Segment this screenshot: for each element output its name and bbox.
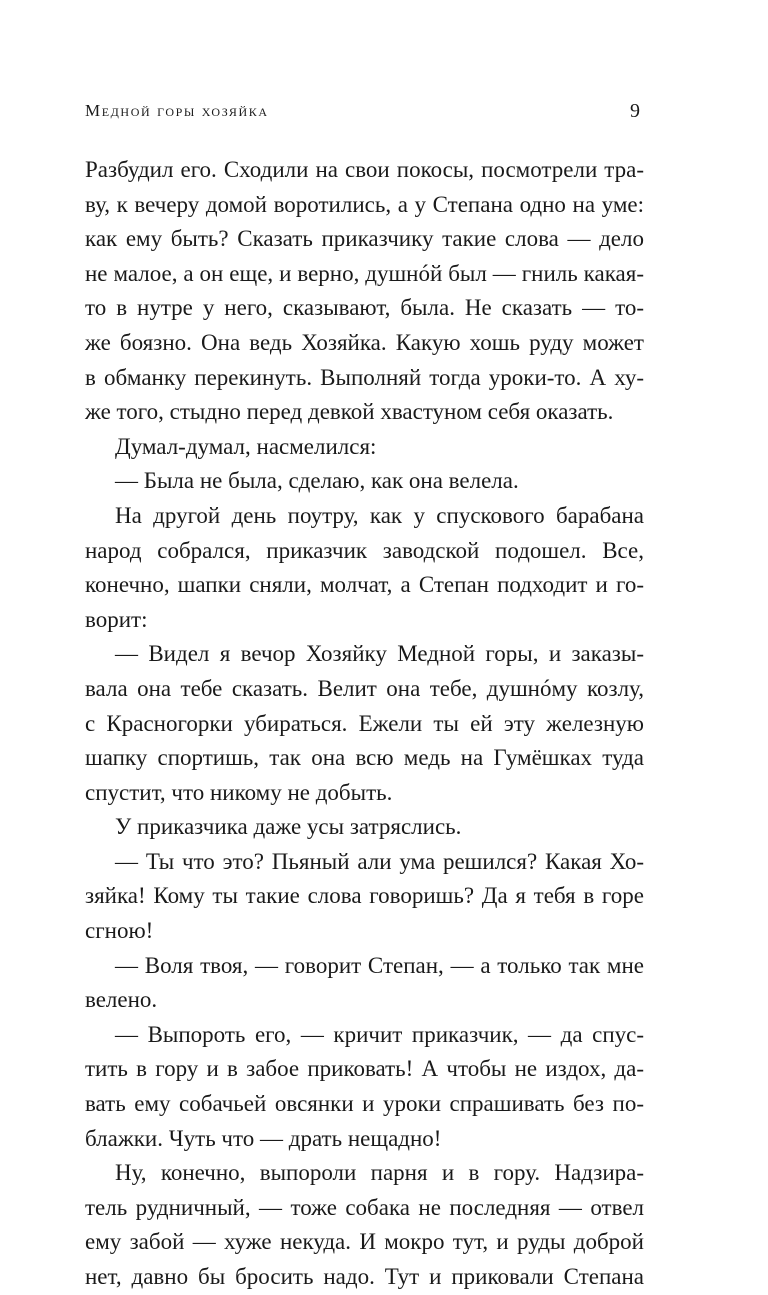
text-line: ву, к вечеру домой воротились, а у Степана одно на уме: — [85, 191, 644, 217]
text-line: У приказчика даже усы затряслись. — [115, 814, 462, 840]
text-line: народ собрался, приказчик заводской подошел. Все, — [85, 537, 644, 563]
running-title: Медной горы хозяйка — [85, 101, 269, 120]
text-line: же боязно. Она ведь Хозяйка. Какую хошь руду может — [85, 329, 644, 355]
text-line: в обманку перекинуть. Выполняй тогда уроки-то. А ху- — [85, 364, 644, 390]
text-line: с Красногорки убираться. Ежели ты ей эту железную — [85, 710, 644, 736]
text-line: ворит: — [85, 606, 148, 632]
text-line: велено. — [85, 987, 158, 1013]
text-line: тить в гору и в забое приковать! А чтобы не издох, да- — [85, 1056, 644, 1082]
text-line: зяйка! Кому ты такие слова говоришь? Да я тебя в горе — [85, 883, 644, 909]
text-line: нет, давно бы бросить надо. Тут и приковали Степана — [85, 1264, 644, 1289]
text-line: — Воля твоя, — говорит Степан, — а только так мне — [115, 952, 644, 978]
text-line: — Была не была, сделаю, как она велела. — [115, 468, 519, 494]
text-line: — Видел я вечор Хозяйку Медной горы, и заказы- — [115, 641, 644, 667]
text-line: Ну, конечно, выпороли парня и в гору. Надзира- — [115, 1160, 644, 1186]
text-line: сгною! — [85, 918, 154, 944]
page-number: 9 — [630, 100, 640, 122]
text-line: вать ему собачьей овсянки и уроки спрашивать без по- — [85, 1091, 644, 1117]
text-line: как ему быть? Сказать приказчику такие слова — дело — [85, 226, 644, 252]
text-line: блажки. Чуть что — драть нещадно! — [85, 1125, 442, 1151]
text-line: ему забой — хуже некуда. И мокро тут, и руды доброй — [85, 1229, 644, 1255]
text-line: вала она тебе сказать. Велит она тебе, душнóму козлу, — [85, 675, 644, 701]
text-line: шапку спортишь, так она всю медь на Гумёшках туда — [85, 745, 644, 771]
text-line: же того, стыдно перед девкой хвастуном себя оказать. — [85, 399, 614, 425]
text-line: — Выпороть его, — кричит приказчик, — да спус- — [115, 1021, 644, 1047]
text-line: тель рудничный, — тоже собака не последняя — отвел — [85, 1194, 644, 1220]
text-line: то в нутре у него, сказывают, была. Не сказать — то- — [85, 295, 644, 321]
text-line: — Ты что это? Пьяный али ума решился? Какая Хо- — [115, 848, 644, 874]
body-text — [85, 153, 644, 1295]
text-line: На другой день поутру, как у спускового барабана — [115, 502, 644, 528]
text-line: спустит, что никому не добыть. — [85, 779, 393, 805]
text-line: не малое, а он еще, и верно, душнóй был — гниль какая- — [85, 260, 644, 286]
text-line: конечно, шапки сняли, молчат, а Степан подходит и го- — [85, 572, 644, 598]
text-line: Разбудил его. Сходили на свои покосы, посмотрели тра- — [85, 157, 644, 182]
text-line: Думал-думал, насмелился: — [115, 433, 377, 459]
